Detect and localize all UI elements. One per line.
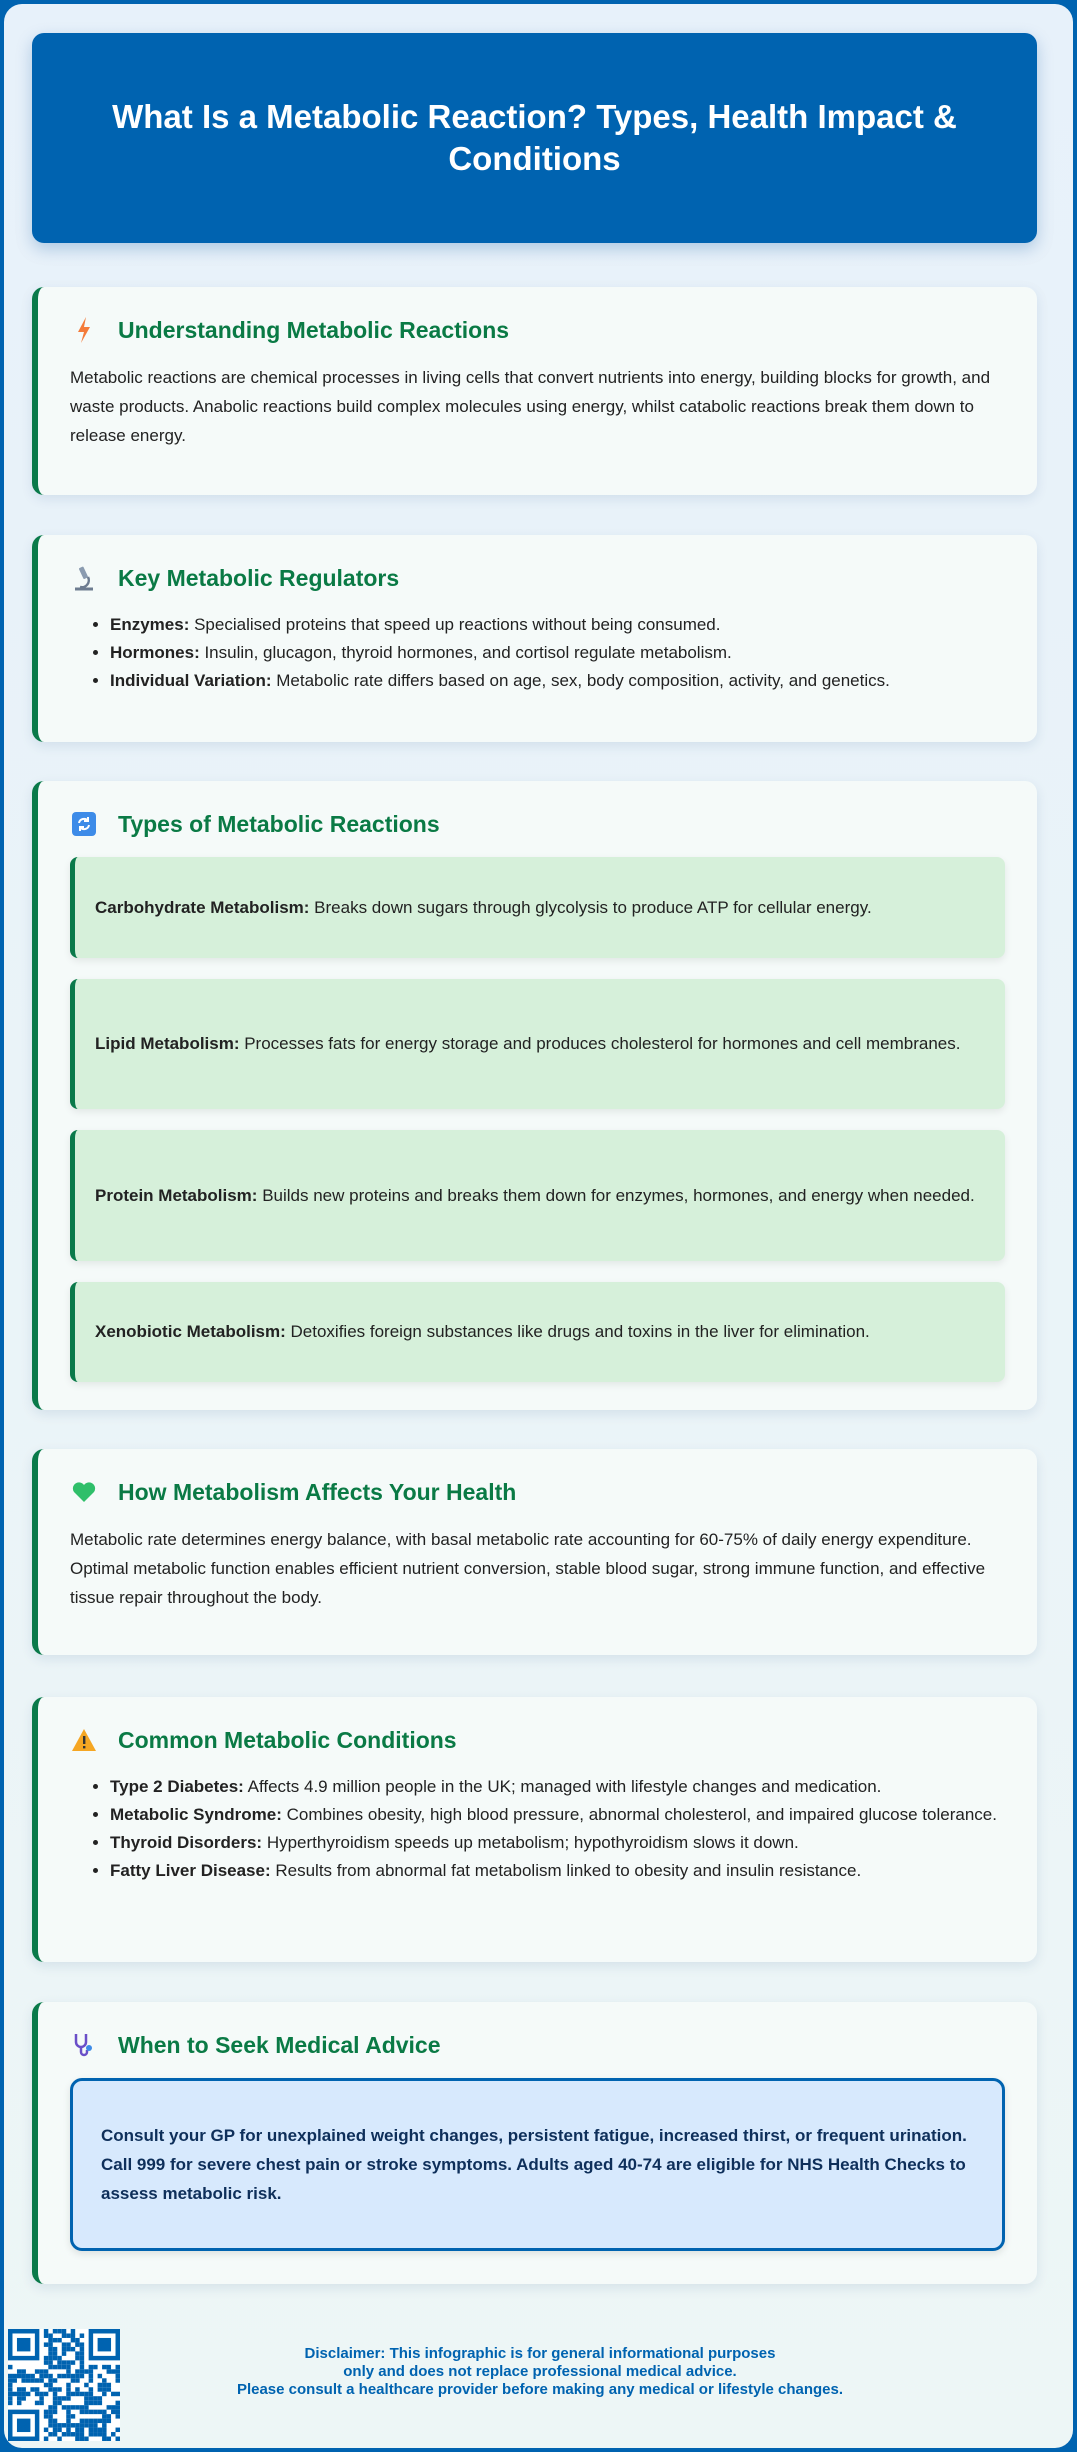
item-text: Affects 4.9 million people in the UK; managed with lifestyle changes and medication. xyxy=(243,1777,882,1796)
item-text: Results from abnormal fat metabolism linked to obesity and insulin resistance. xyxy=(270,1861,862,1880)
qr-code[interactable] xyxy=(8,2329,120,2441)
type-card-carbohydrate xyxy=(70,857,1005,958)
item-text: Processes fats for energy storage and produces cholesterol for hormones and cell membranes. xyxy=(239,1034,961,1053)
list-item xyxy=(110,611,1005,639)
section-text: Metabolic rate determines energy balance, with basal metabolic rate accounting for 60-75% of daily energy expenditure. Optimal metabolic function enables efficient nutrient conversion, stable blood sugar, strong immune function, and effective tissue repair throughout the body. xyxy=(70,1530,986,1607)
item-label: Enzymes: xyxy=(110,615,190,634)
section-advice xyxy=(32,2002,1037,2284)
stethoscope-icon xyxy=(70,2031,98,2059)
microscope-icon xyxy=(70,564,98,592)
list-item xyxy=(110,639,1005,667)
warning-icon xyxy=(70,1726,98,1754)
list-item xyxy=(110,1857,1005,1885)
item-text: Specialised proteins that speed up reactions without being consumed. xyxy=(189,615,721,634)
refresh-icon xyxy=(70,810,98,838)
list-item xyxy=(110,667,1005,695)
disclaimer-line: Please consult a healthcare provider before making any medical or lifestyle changes. xyxy=(236,2381,844,2398)
regulators-list xyxy=(70,611,1005,695)
type-card-xenobiotic xyxy=(70,1282,1005,1382)
section-heading xyxy=(70,315,1005,345)
section-heading xyxy=(70,563,1005,593)
item-text: Combines obesity, high blood pressure, abnormal cholesterol, and impaired glucose tolerance. xyxy=(281,1805,997,1824)
list-item xyxy=(110,1829,1005,1857)
section-heading xyxy=(70,809,1005,839)
section-heading xyxy=(70,2030,1005,2060)
item-text: Hyperthyroidism speeds up metabolism; hypothyroidism slows it down. xyxy=(262,1833,799,1852)
disclaimer-line: This infographic is for general informational purposes xyxy=(385,2345,776,2362)
green-heart-icon xyxy=(70,1478,98,1506)
type-card-lipid xyxy=(70,979,1005,1109)
item-label: Thyroid Disorders: xyxy=(110,1833,263,1852)
section-title: How Metabolism Affects Your Health xyxy=(118,1478,517,1505)
item-label: Lipid Metabolism: xyxy=(95,1034,240,1053)
item-label: Fatty Liver Disease: xyxy=(110,1861,271,1880)
section-understanding xyxy=(32,287,1037,495)
page-title: What Is a Metabolic Reaction? Types, Health Impact & Conditions xyxy=(112,98,957,177)
item-text: Detoxifies foreign substances like drugs and toxins in the liver for elimination. xyxy=(285,1322,870,1341)
list-item xyxy=(110,1801,1005,1829)
section-title: Types of Metabolic Reactions xyxy=(118,810,440,837)
item-label: Protein Metabolism: xyxy=(95,1185,258,1205)
footer xyxy=(0,2329,1077,2441)
section-title: Key Metabolic Regulators xyxy=(118,564,400,591)
disclaimer-label: Disclaimer: xyxy=(304,2345,386,2362)
section-title: Understanding Metabolic Reactions xyxy=(118,316,510,343)
section-text: Metabolic reactions are chemical processes in living cells that convert nutrients into energy, building blocks for growth, and waste products. Anabolic reactions build complex molecules using energy, whilst catabolic reactions break them down to release energy. xyxy=(70,368,991,445)
disclaimer xyxy=(180,2345,900,2399)
item-label: Xenobiotic Metabolism: xyxy=(95,1322,286,1341)
item-label: Type 2 Diabetes: xyxy=(110,1777,244,1796)
item-label: Carbohydrate Metabolism: xyxy=(95,897,310,917)
section-health xyxy=(32,1449,1037,1655)
item-text: Breaks down sugars through glycolysis to produce ATP for cellular energy. xyxy=(309,897,872,917)
section-heading xyxy=(70,1725,1005,1755)
item-text: Metabolic rate differs based on age, sex, body composition, activity, and genetics. xyxy=(271,671,890,690)
section-types xyxy=(32,781,1037,1410)
advice-callout xyxy=(70,2078,1005,2251)
section-title: When to Seek Medical Advice xyxy=(118,2031,441,2058)
section-heading xyxy=(70,1477,1005,1507)
conditions-list xyxy=(70,1773,1005,1885)
item-label: Hormones: xyxy=(110,643,200,662)
disclaimer-line: only and does not replace professional medical advice. xyxy=(343,2363,737,2380)
lightning-icon xyxy=(70,316,98,344)
item-label: Metabolic Syndrome: xyxy=(110,1805,282,1824)
section-title: Common Metabolic Conditions xyxy=(118,1726,457,1753)
advice-text: Consult your GP for unexplained weight changes, persistent fatigue, increased thirst, or frequent urination. Call 999 for severe chest pain or stroke symptoms. Adults aged 40-74 are eligible for NHS Health Checks to assess metabolic risk. xyxy=(101,2126,967,2203)
item-text: Builds new proteins and breaks them down for enzymes, hormones, and energy when needed. xyxy=(257,1185,975,1205)
item-label: Individual Variation: xyxy=(110,671,272,690)
section-regulators xyxy=(32,535,1037,742)
type-card-protein xyxy=(70,1130,1005,1261)
page-header xyxy=(32,33,1037,243)
item-text: Insulin, glucagon, thyroid hormones, and cortisol regulate metabolism. xyxy=(199,643,732,662)
list-item xyxy=(110,1773,1005,1801)
section-conditions xyxy=(32,1697,1037,1962)
